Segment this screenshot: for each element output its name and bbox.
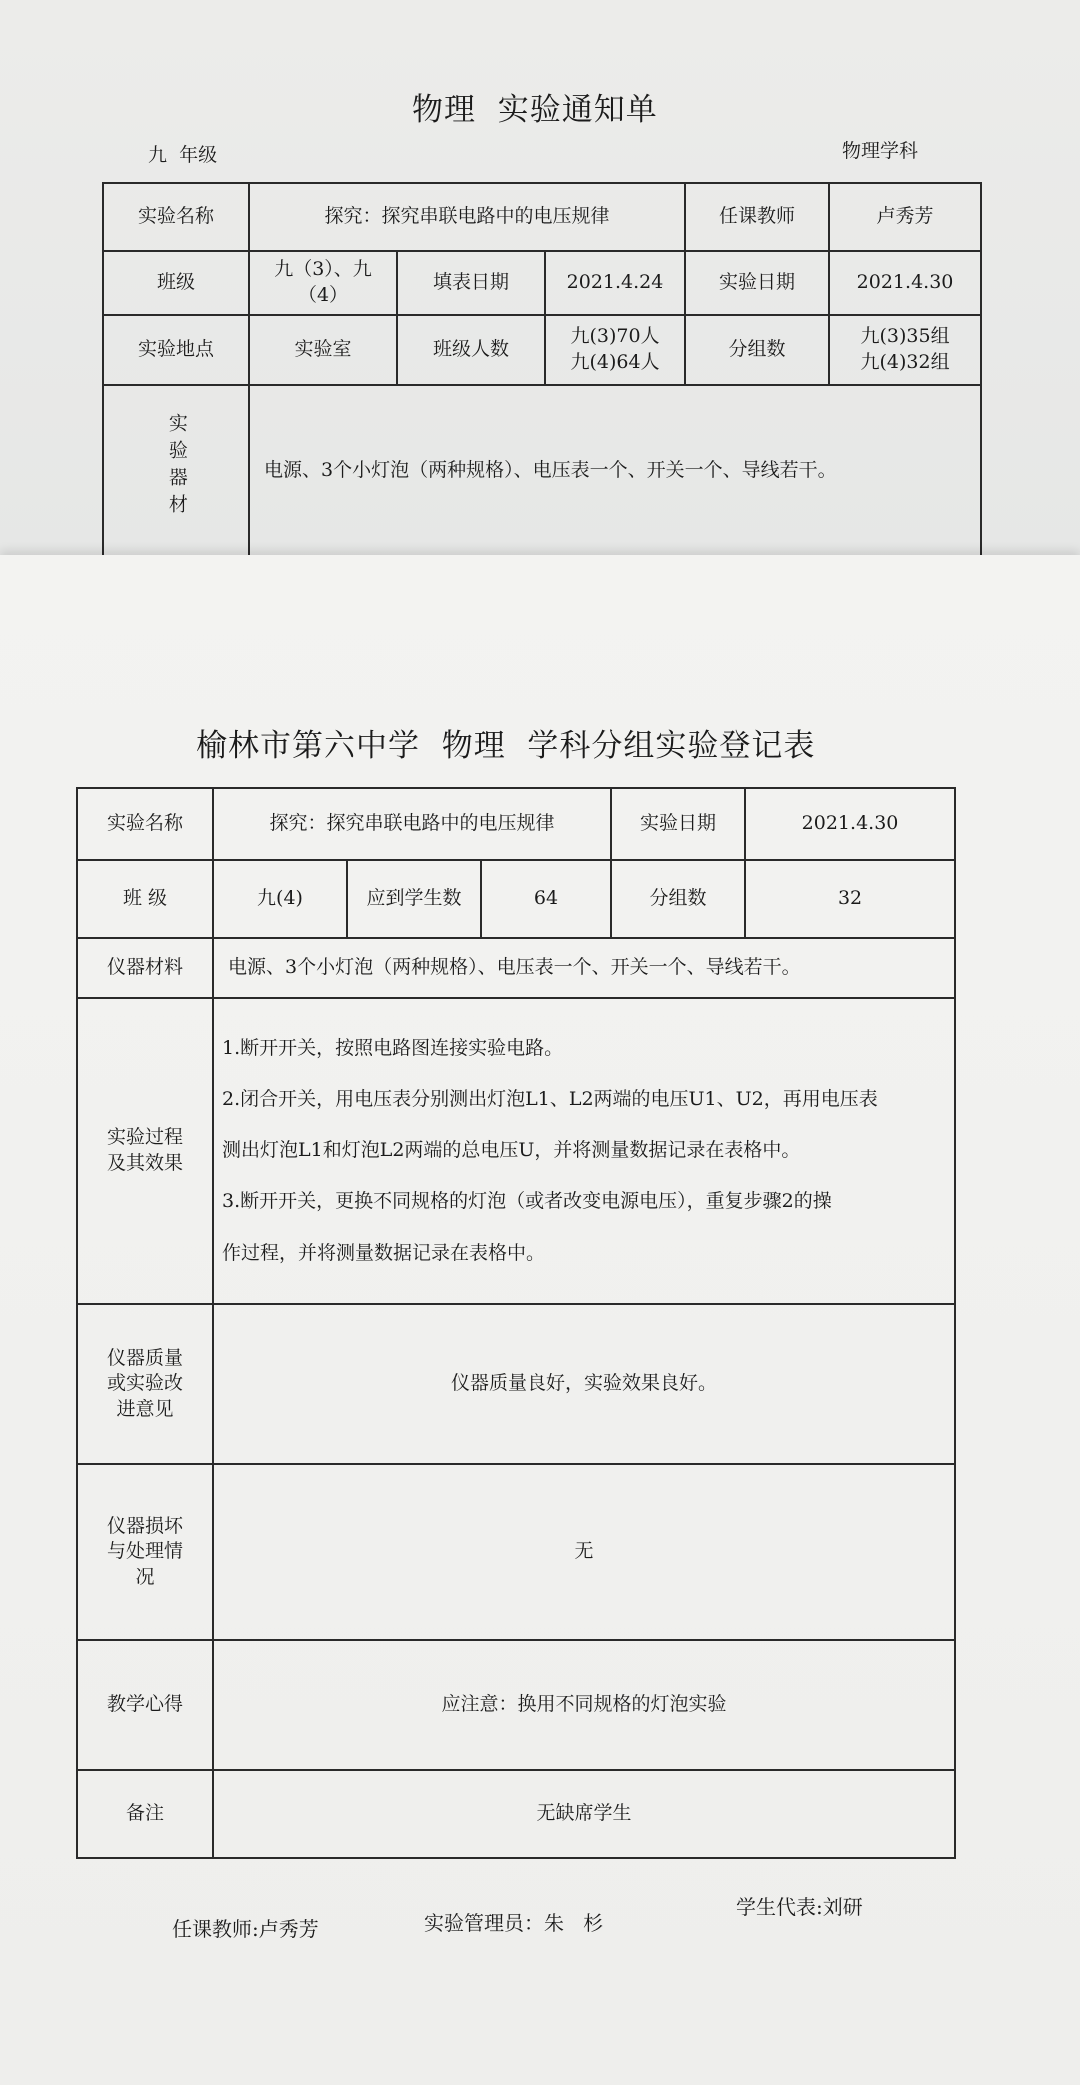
notice-name-label: 实验名称	[103, 183, 249, 251]
register-title: 榆林市第六中学 物理 学科分组实验登记表	[196, 728, 816, 764]
notice-table	[102, 182, 982, 558]
register-table	[76, 787, 956, 1859]
reg-class-value: 九(4)	[213, 860, 347, 938]
process-line: 作过程，并将测量数据记录在表格中。	[222, 1241, 546, 1264]
reg-quality-value: 仪器质量良好，实验效果良好。	[213, 1304, 955, 1464]
reg-teaching-value: 应注意：换用不同规格的灯泡实验	[213, 1640, 955, 1770]
notice-equip-label: 实验器材	[165, 413, 188, 522]
reg-date-value: 2021.4.30	[745, 788, 955, 860]
notice-sheet	[0, 0, 1080, 560]
reg-remark-value: 无缺席学生	[213, 1770, 955, 1858]
reg-class-label: 班 级	[77, 860, 213, 938]
process-line: 1.断开开关，按照电路图连接实验电路。	[222, 1036, 564, 1059]
reg-name-value: 探究：探究串联电路中的电压规律	[213, 788, 611, 860]
reg-remark-label: 备注	[77, 1770, 213, 1858]
notice-name-value: 探究：探究串联电路中的电压规律	[249, 183, 685, 251]
notice-fill-date-value: 2021.4.24	[545, 251, 685, 315]
notice-place-label: 实验地点	[103, 315, 249, 385]
reg-damage-value: 无	[213, 1464, 955, 1640]
notice-count-label: 班级人数	[397, 315, 545, 385]
notice-class-value: 九（3）、九 （4）	[249, 251, 397, 315]
reg-process-label: 实验过程 及其效果	[77, 998, 213, 1304]
notice-equip-value: 电源、3个小灯泡（两种规格）、电压表一个、开关一个、导线若干。	[249, 385, 981, 557]
notice-place-value: 实验室	[249, 315, 397, 385]
process-line: 测出灯泡L1和灯泡L2两端的总电压U，并将测量数据记录在表格中。	[222, 1139, 801, 1162]
footer-teacher: 任课教师:卢秀芳	[172, 1917, 319, 1941]
reg-material-label: 仪器材料	[77, 938, 213, 998]
notice-exp-date-value: 2021.4.30	[829, 251, 981, 315]
notice-title: 物理 实验通知单	[412, 92, 658, 128]
notice-teacher-label: 任课教师	[685, 183, 829, 251]
reg-damage-label: 仪器损坏 与处理情 况	[77, 1464, 213, 1640]
reg-process-content	[213, 998, 955, 1304]
notice-groups-label: 分组数	[685, 315, 829, 385]
footer-admin: 实验管理员：朱 杉	[424, 1911, 604, 1935]
notice-groups-value: 九(3)35组 九(4)32组	[829, 315, 981, 385]
notice-class-label: 班级	[103, 251, 249, 315]
footer-student-rep: 学生代表:刘研	[736, 1895, 863, 1919]
register-sheet	[0, 555, 1080, 2085]
process-line: 2.闭合开关，用电压表分别测出灯泡L1、L2两端的电压U1、U2，再用电压表	[222, 1087, 878, 1110]
reg-date-label: 实验日期	[611, 788, 745, 860]
notice-grade: 九 年级	[148, 144, 218, 166]
reg-quality-label: 仪器质量 或实验改 进意见	[77, 1304, 213, 1464]
process-line: 3.断开开关，更换不同规格的灯泡（或者改变电源电压），重复步骤2的操	[222, 1190, 832, 1213]
reg-students-label: 应到学生数	[347, 860, 481, 938]
reg-material-value: 电源、3个小灯泡（两种规格）、电压表一个、开关一个、导线若干。	[213, 938, 955, 998]
notice-subject: 物理学科	[842, 140, 919, 162]
reg-groups-value: 32	[745, 860, 955, 938]
reg-students-value: 64	[481, 860, 611, 938]
notice-teacher-value: 卢秀芳	[829, 183, 981, 251]
notice-fill-date-label: 填表日期	[397, 251, 545, 315]
notice-count-value: 九(3)70人 九(4)64人	[545, 315, 685, 385]
reg-teaching-label: 教学心得	[77, 1640, 213, 1770]
notice-exp-date-label: 实验日期	[685, 251, 829, 315]
reg-name-label: 实验名称	[77, 788, 213, 860]
reg-groups-label: 分组数	[611, 860, 745, 938]
